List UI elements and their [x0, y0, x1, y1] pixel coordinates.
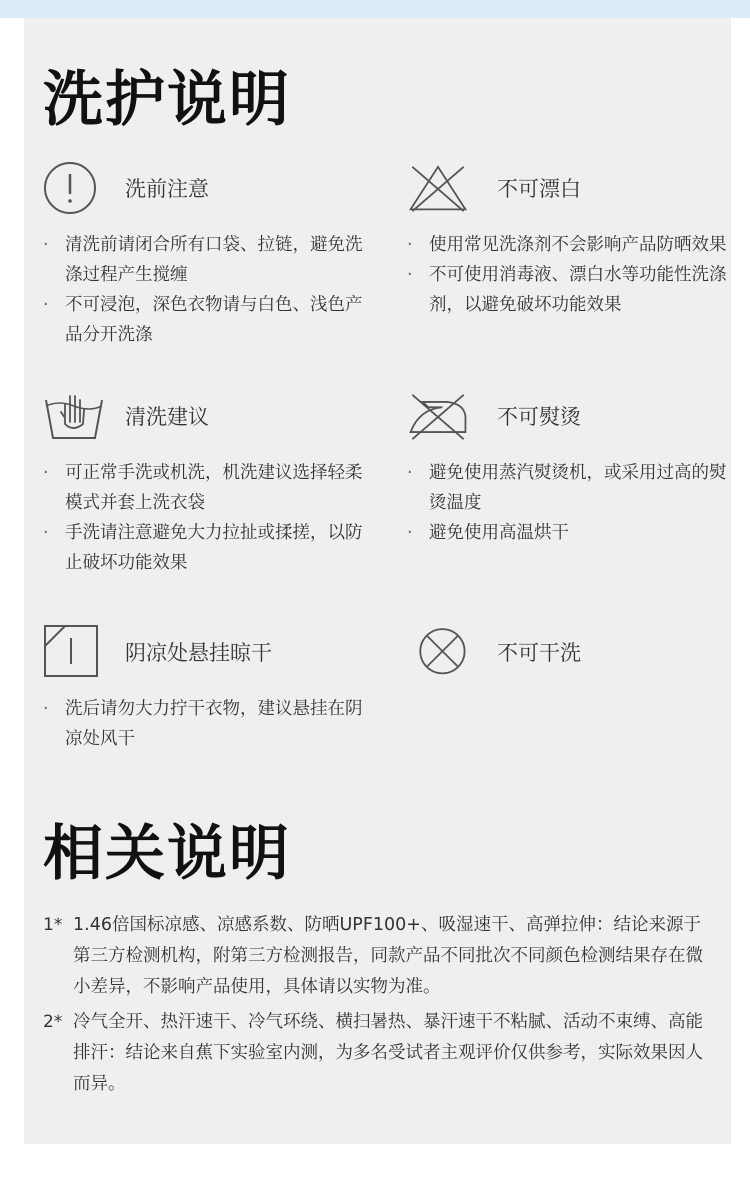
care-block-pre-wash — [43, 160, 363, 345]
info-circle-icon — [43, 160, 105, 218]
line-dry-shade-icon — [43, 624, 105, 682]
care-bullet: · 避免使用蒸汽熨烫机，或采用过高的熨烫温度 — [407, 458, 727, 518]
care-bullet: · 手洗请注意避免大力拉扯或揉搓，以防止破坏功能效果 — [43, 518, 363, 578]
top-strip — [0, 0, 750, 18]
care-bullet: · 可正常手洗或机洗，机洗建议选择轻柔模式并套上洗衣袋 — [43, 458, 363, 518]
no-dry-clean-icon — [407, 624, 469, 682]
care-title: 不可干洗 — [497, 641, 581, 665]
care-block-no-dry-clean — [407, 624, 727, 684]
note-number: 2* — [43, 1012, 63, 1032]
care-title: 洗前注意 — [125, 177, 209, 201]
care-block-no-iron — [407, 388, 727, 543]
hand-wash-icon — [43, 388, 105, 446]
note-number: 1* — [43, 915, 63, 935]
care-bullet: · 避免使用高温烘干 — [407, 518, 727, 548]
care-bullet: · 洗后请勿大力拧干衣物，建议悬挂在阴凉处风干 — [43, 694, 363, 754]
care-title: 不可熨烫 — [497, 405, 581, 429]
note-item — [43, 910, 715, 1003]
note-text: 冷气全开、热汗速干、冷气环绕、横扫暑热、暴汗速干不粘腻、活动不束缚、高能排汗：结论来自蕉下实验室内测，为多名受试者主观评价仅供参考，实际效果因人而异。 — [73, 1012, 703, 1094]
no-iron-icon — [407, 388, 469, 446]
care-instructions-heading: 洗护说明 — [43, 65, 291, 135]
care-block-line-dry — [43, 624, 363, 749]
note-item — [43, 1007, 715, 1100]
care-bullet: · 不可使用消毒液、漂白水等功能性洗涤剂，以避免破坏功能效果 — [407, 260, 727, 320]
care-bullet: · 清洗前请闭合所有口袋、拉链，避免洗涤过程产生搅缠 — [43, 230, 363, 290]
note-text: 1.46倍国标凉感、凉感系数、防晒UPF100+、吸湿速干、高弹拉伸：结论来源于第三方检测机构，附第三方检测报告，同款产品不同批次不同颜色检测结果存在微小差异，不影响产品使用，具体请以实物为准。 — [73, 915, 703, 997]
care-bullet: · 不可浸泡，深色衣物请与白色、浅色产品分开洗涤 — [43, 290, 363, 350]
notes-list — [43, 910, 715, 1100]
care-block-wash-advice — [43, 388, 363, 573]
care-title: 不可漂白 — [497, 177, 581, 201]
care-block-no-bleach — [407, 160, 727, 315]
no-bleach-icon — [407, 160, 469, 218]
care-title: 清洗建议 — [125, 405, 209, 429]
care-bullet: · 使用常见洗涤剂不会影响产品防晒效果 — [407, 230, 727, 260]
care-title: 阴凉处悬挂晾干 — [125, 641, 272, 665]
related-notes-heading: 相关说明 — [43, 819, 291, 889]
